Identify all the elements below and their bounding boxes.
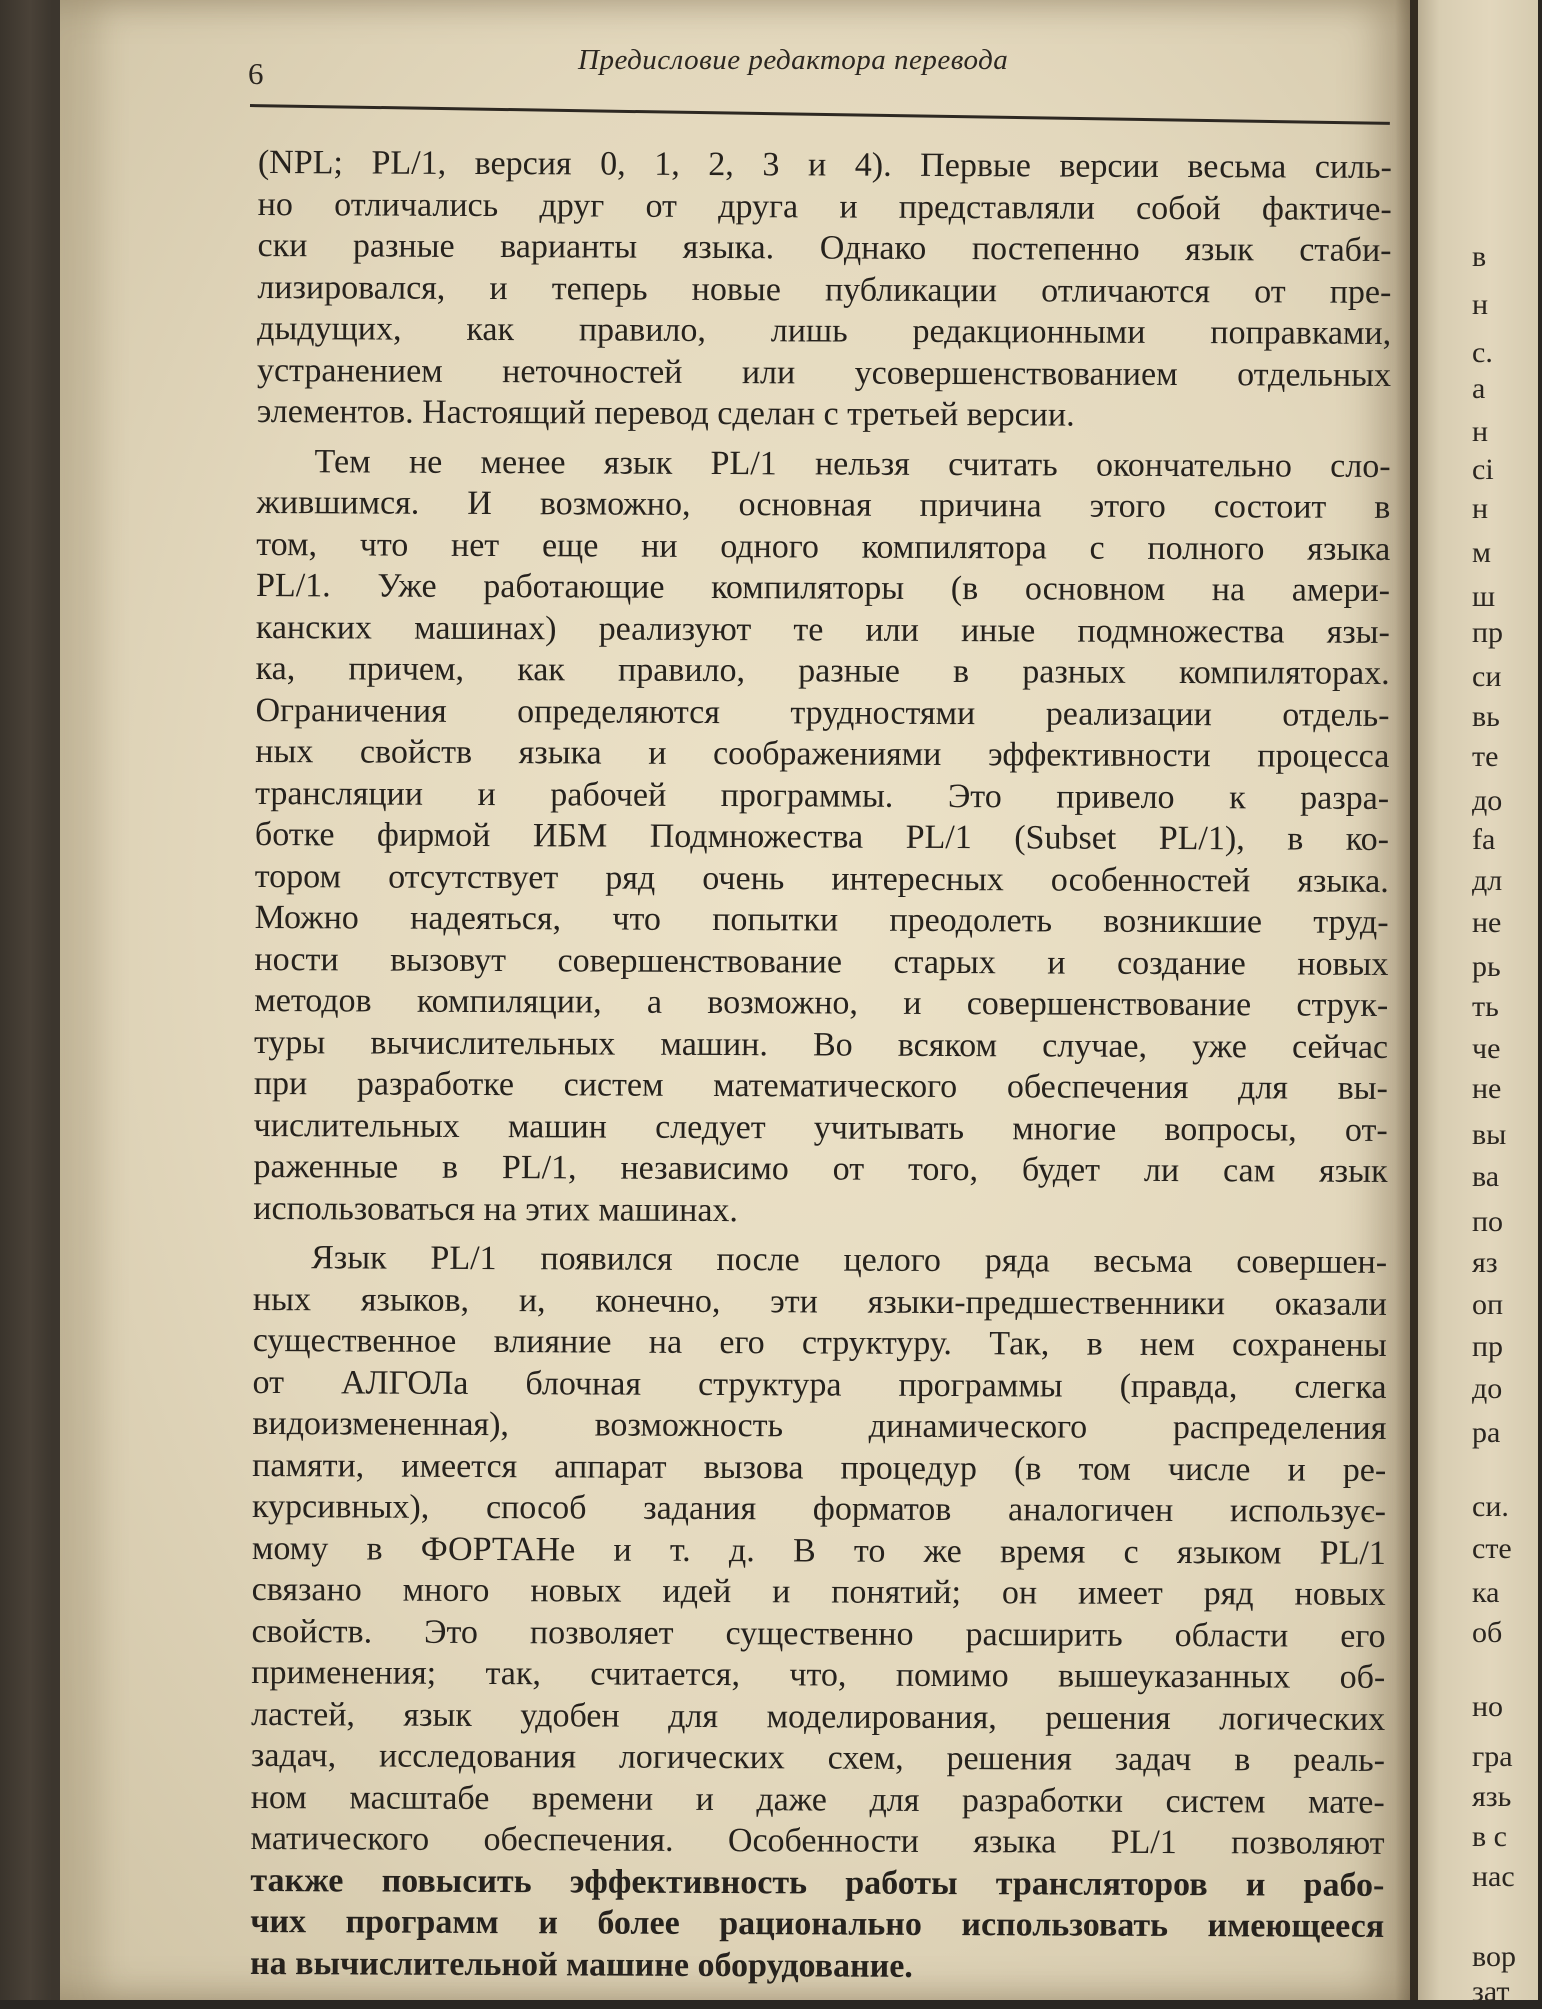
text-line: тором отсутствует ряд очень интересных особенностей языка.	[254, 857, 1389, 900]
text-line: методов компиляции, а возможно, и совершенствование струк-	[254, 981, 1389, 1024]
page-header	[248, 40, 1388, 100]
facing-page-fragment: пр	[1472, 1330, 1504, 1363]
text-line: ка, причем, как правило, разные в разных компиляторах.	[255, 649, 1390, 692]
text-line: на вычислительной машине оборудование.	[249, 1944, 913, 1985]
facing-page-fragment: в с	[1472, 1820, 1507, 1853]
text-line: туры вычислительных машин. Во всяком случае, уже сейчас	[253, 1023, 1389, 1066]
facing-page-fragment: но	[1472, 1690, 1504, 1723]
facing-page-fragment: до	[1472, 1372, 1503, 1405]
facing-page-fragment: ка	[1472, 1576, 1500, 1609]
facing-page-fragment: дл	[1472, 864, 1503, 897]
facing-page-fragment: вь	[1472, 700, 1500, 733]
text-line: от АЛГОЛа блочная структура программы (правда, слегка	[252, 1363, 1387, 1406]
facing-page-fragment: сте	[1472, 1532, 1512, 1565]
facing-page-fragment: вор	[1472, 1940, 1516, 1973]
text-line: ности вызовут совершенствование старых и создание новых	[254, 940, 1389, 983]
facing-page-fragment: рь	[1472, 950, 1501, 983]
text-line: Язык PL/1 появился после целого ряда весьма совершен-	[311, 1239, 1388, 1281]
facing-page-fragment: сі	[1472, 453, 1494, 486]
facing-page-fragment: оп	[1472, 1288, 1504, 1321]
facing-page-fragment: fa	[1472, 823, 1496, 856]
facing-page-fragment: об	[1472, 1616, 1503, 1649]
facing-page-fragment: с.	[1472, 336, 1493, 369]
facing-page-fragment: по	[1472, 1205, 1504, 1238]
text-line: устранением неточностей или усовершенствованием отдельных	[256, 351, 1392, 394]
text-line: дыдущих, как правило, лишь редакционными поправками,	[257, 309, 1392, 352]
facing-page-fragment: м	[1472, 536, 1491, 569]
text-line: при разработке систем математического обеспечения для вы-	[253, 1064, 1388, 1107]
text-line: ски разные варианты языка. Однако постепенно язык стаби-	[257, 226, 1392, 269]
text-line: ном масштабе времени и даже для разработки систем мате-	[250, 1778, 1385, 1821]
facing-page-fragment: в	[1472, 240, 1487, 273]
facing-page-fragment: ра	[1472, 1416, 1501, 1449]
facing-page-fragment: нас	[1472, 1860, 1515, 1893]
facing-page-fragment: н	[1472, 288, 1489, 321]
text-line: Тем не менее язык PL/1 нельзя считать окончательно сло-	[314, 442, 1391, 485]
facing-page-fragment: вы	[1472, 1118, 1507, 1151]
text-line: лизировался, и теперь новые публикации отличаются от пре-	[257, 268, 1392, 311]
facing-page-fragment: не	[1472, 1072, 1502, 1105]
facing-page-fragment: зат	[1472, 1975, 1510, 2008]
text-line: ластей, язык удобен для моделирования, решения логических	[251, 1695, 1386, 1738]
facing-page-fragment: яз	[1472, 1246, 1498, 1279]
text-line: памяти, имеется аппарат вызова процедур (в том числе и ре-	[252, 1446, 1387, 1489]
text-line: задач, исследования логических схем, решения задач в реаль-	[250, 1736, 1386, 1779]
text-line: мому в ФОРТАНе и т. д. В то же время с языком PL/1	[251, 1529, 1386, 1572]
text-line: ных свойств языка и соображениями эффективности процесса	[255, 732, 1390, 775]
text-line: ных языков, и, конечно, эти языки-предшественники оказали	[252, 1280, 1388, 1323]
text-line: свойств. Это позволяет существенно расширить области его	[251, 1612, 1386, 1655]
facing-page-fragment: ть	[1472, 990, 1499, 1023]
text-line: использоваться на этих машинах.	[253, 1189, 739, 1229]
text-line: трансляции и рабочей программы. Это привело к разра-	[255, 774, 1390, 817]
text-line: видоизмененная), возможность динамического распределения	[252, 1404, 1387, 1447]
text-line: канских машинах) реализуют те или иные подмножества язы-	[255, 608, 1390, 651]
text-line: PL/1. Уже работающие компиляторы (в основном на амери-	[255, 566, 1391, 609]
text-line: Можно надеяться, что попытки преодолеть возникшие труд-	[254, 898, 1389, 941]
text-line: связано много новых идей и понятий; он имеет ряд новых	[251, 1570, 1386, 1613]
facing-page-fragment: пр	[1472, 616, 1504, 649]
facing-page-fragment: не	[1472, 906, 1502, 939]
body-text	[250, 142, 1392, 1989]
text-line: также повысить эффективность работы трансляторов и рабо-	[250, 1861, 1385, 1904]
running-title: Предисловие редактора перевода	[578, 44, 1009, 76]
facing-page-fragment: те	[1472, 740, 1499, 773]
facing-page-fragment: ш	[1472, 580, 1496, 613]
text-line: чих программ и более рационально использовать имеющееся	[250, 1902, 1385, 1945]
facing-page-fragment: че	[1472, 1032, 1501, 1065]
text-line: Ограничения определяются трудностями реализации отдель-	[255, 691, 1390, 734]
facing-page-fragment: ва	[1472, 1160, 1500, 1193]
text-line: раженные в PL/1, независимо от того, будет ли сам язык	[253, 1147, 1388, 1190]
text-line: элементов. Настоящий перевод сделан с третьей версии.	[256, 392, 1075, 434]
text-line: существенное влияние на его структуру. Так, в нем сохранены	[252, 1321, 1387, 1364]
page-number: 6	[248, 56, 264, 91]
facing-page-fragment: си	[1472, 660, 1502, 693]
facing-page-fragment: язь	[1472, 1780, 1512, 1813]
text-line: (NPL; PL/1, версия 0, 1, 2, 3 и 4). Первые версии весьма силь-	[257, 143, 1392, 186]
text-line: но отличались друг от друга и представляли собой фактиче-	[257, 185, 1392, 228]
facing-page-fragment: си.	[1472, 1490, 1509, 1523]
facing-page-fragment: н	[1472, 415, 1489, 448]
text-line: курсивных), способ задания форматов аналогичен использує-	[251, 1487, 1387, 1530]
text-line: матического обеспечения. Особенности языка PL/1 позволяют	[250, 1819, 1385, 1862]
text-line: жившимся. И возможно, основная причина этого состоит в	[256, 483, 1391, 526]
facing-page-fragment: гра	[1472, 1740, 1513, 1773]
text-line: ботке фирмой ИБМ Подмножества PL/1 (Subset PL/1), в ко-	[254, 815, 1390, 858]
facing-page-fragment: до	[1472, 784, 1503, 817]
text-line: числительных машин следует учитывать многие вопросы, от-	[253, 1106, 1388, 1149]
text-line: применения; так, считается, что, помимо вышеуказанных об-	[251, 1653, 1386, 1696]
facing-page-fragment: н	[1472, 492, 1489, 525]
text-line: том, что нет еще ни одного компилятора с полного языка	[256, 525, 1391, 568]
facing-page-fragment: а	[1472, 372, 1486, 405]
